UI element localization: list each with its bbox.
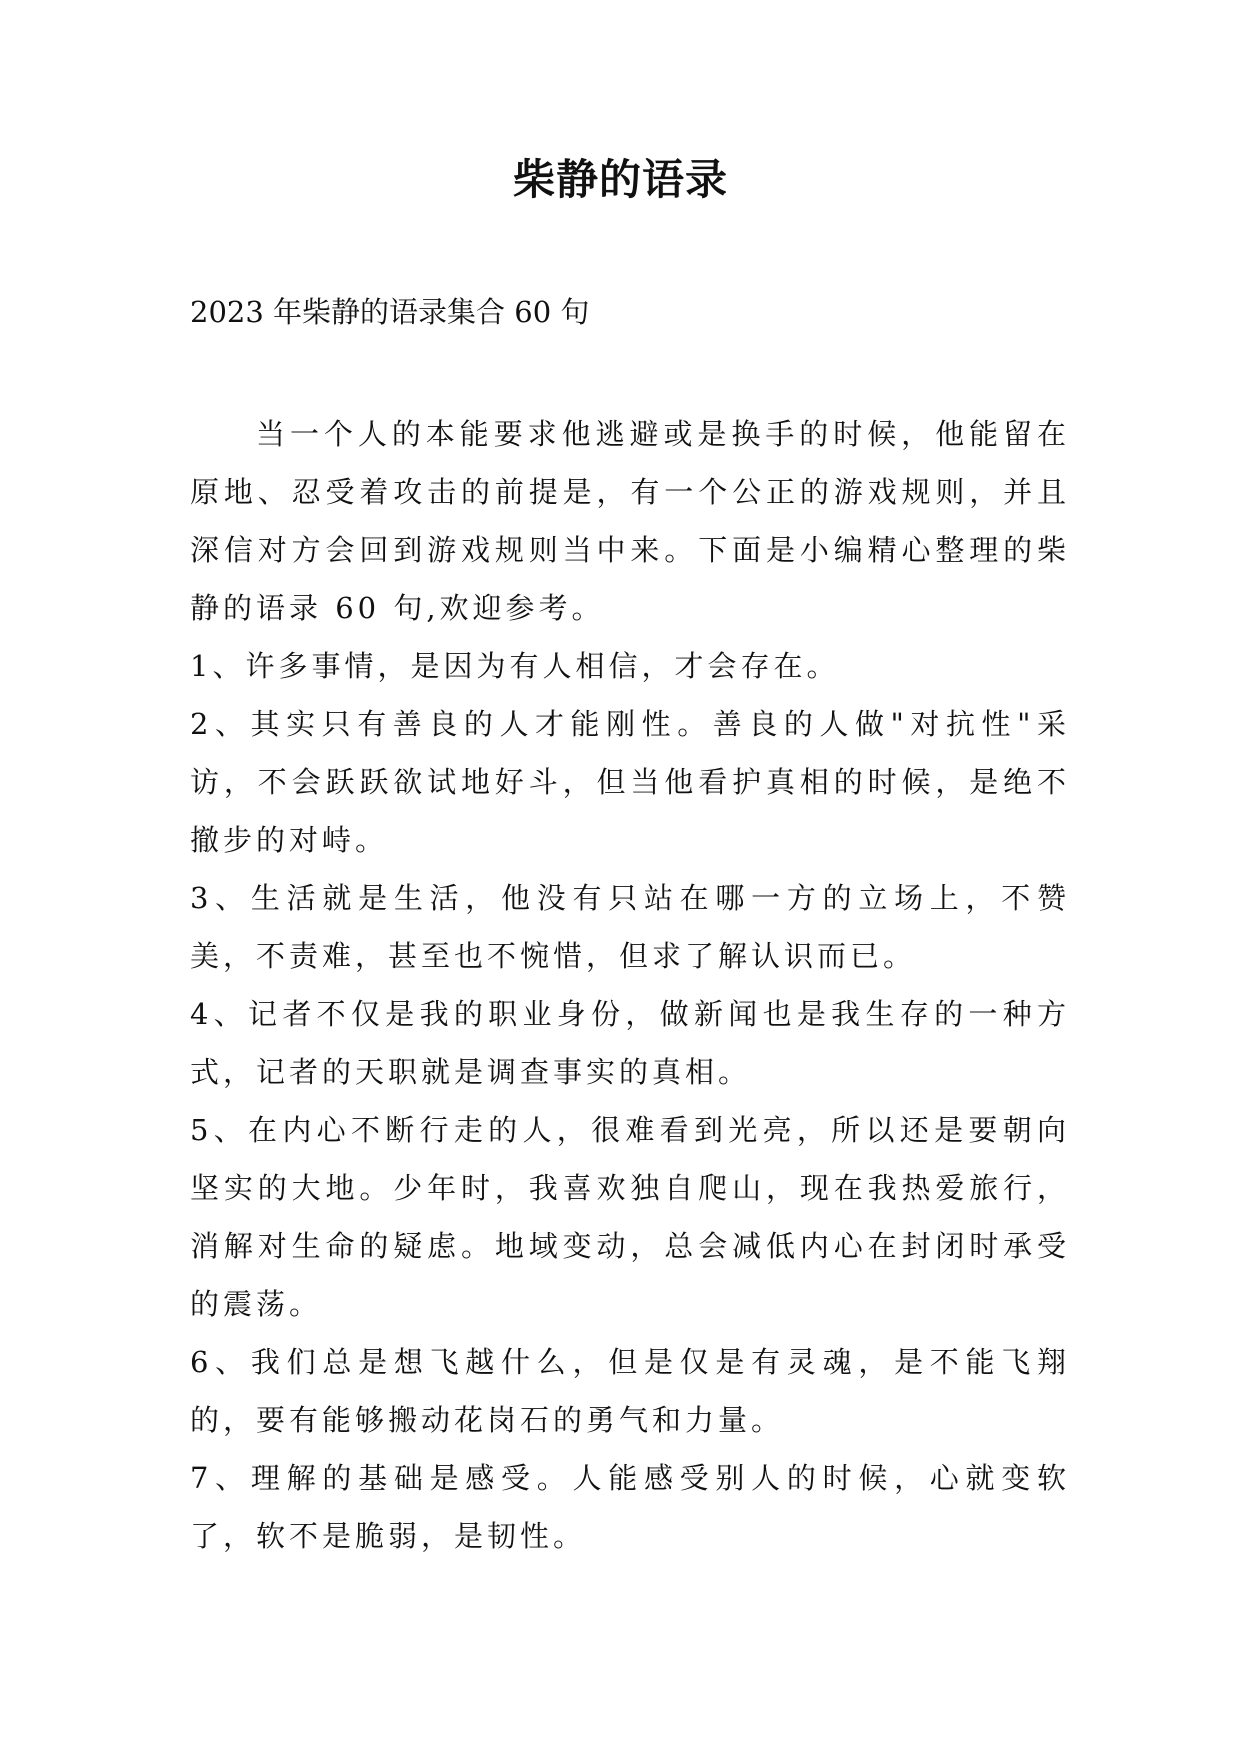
quote-item: 2、其实只有善良的人才能刚性。善良的人做"对抗性"采访，不会跃跃欲试地好斗，但当他看护真相的时候，是绝不撤步的对峙。	[190, 707, 1070, 857]
document-title: 柴静的语录	[512, 155, 728, 204]
document-subtitle: 2023 年柴静的语录集合 60 句	[190, 295, 590, 329]
quote-item: 5、在内心不断行走的人，很难看到光亮，所以还是要朝向坚实的大地。少年时，我喜欢独自爬山，现在我热爱旅行，消解对生命的疑虑。地域变动，总会减低内心在封闭时承受的震荡。	[190, 1113, 1070, 1321]
quote-item: 4、记者不仅是我的职业身份，做新闻也是我生存的一种方式，记者的天职就是调查事实的真相。	[190, 997, 1070, 1089]
quote-item: 6、我们总是想飞越什么，但是仅是有灵魂，是不能飞翔的，要有能够搬动花岗石的勇气和力量。	[190, 1345, 1070, 1437]
intro-paragraph: 当一个人的本能要求他逃避或是换手的时候，他能留在原地、忍受着攻击的前提是，有一个公正的游戏规则，并且深信对方会回到游戏规则当中来。下面是小编精心整理的柴静的语录 60 句,欢迎参考。	[190, 417, 1070, 625]
document-body	[190, 405, 1070, 1565]
quote-item: 7、理解的基础是感受。人能感受别人的时候，心就变软了，软不是脆弱，是韧性。	[190, 1461, 1070, 1553]
quote-item: 3、生活就是生活，他没有只站在哪一方的立场上，不赞美，不责难，甚至也不惋惜，但求了解认识而已。	[190, 881, 1070, 973]
quote-item: 1、许多事情，是因为有人相信，才会存在。	[190, 649, 840, 683]
